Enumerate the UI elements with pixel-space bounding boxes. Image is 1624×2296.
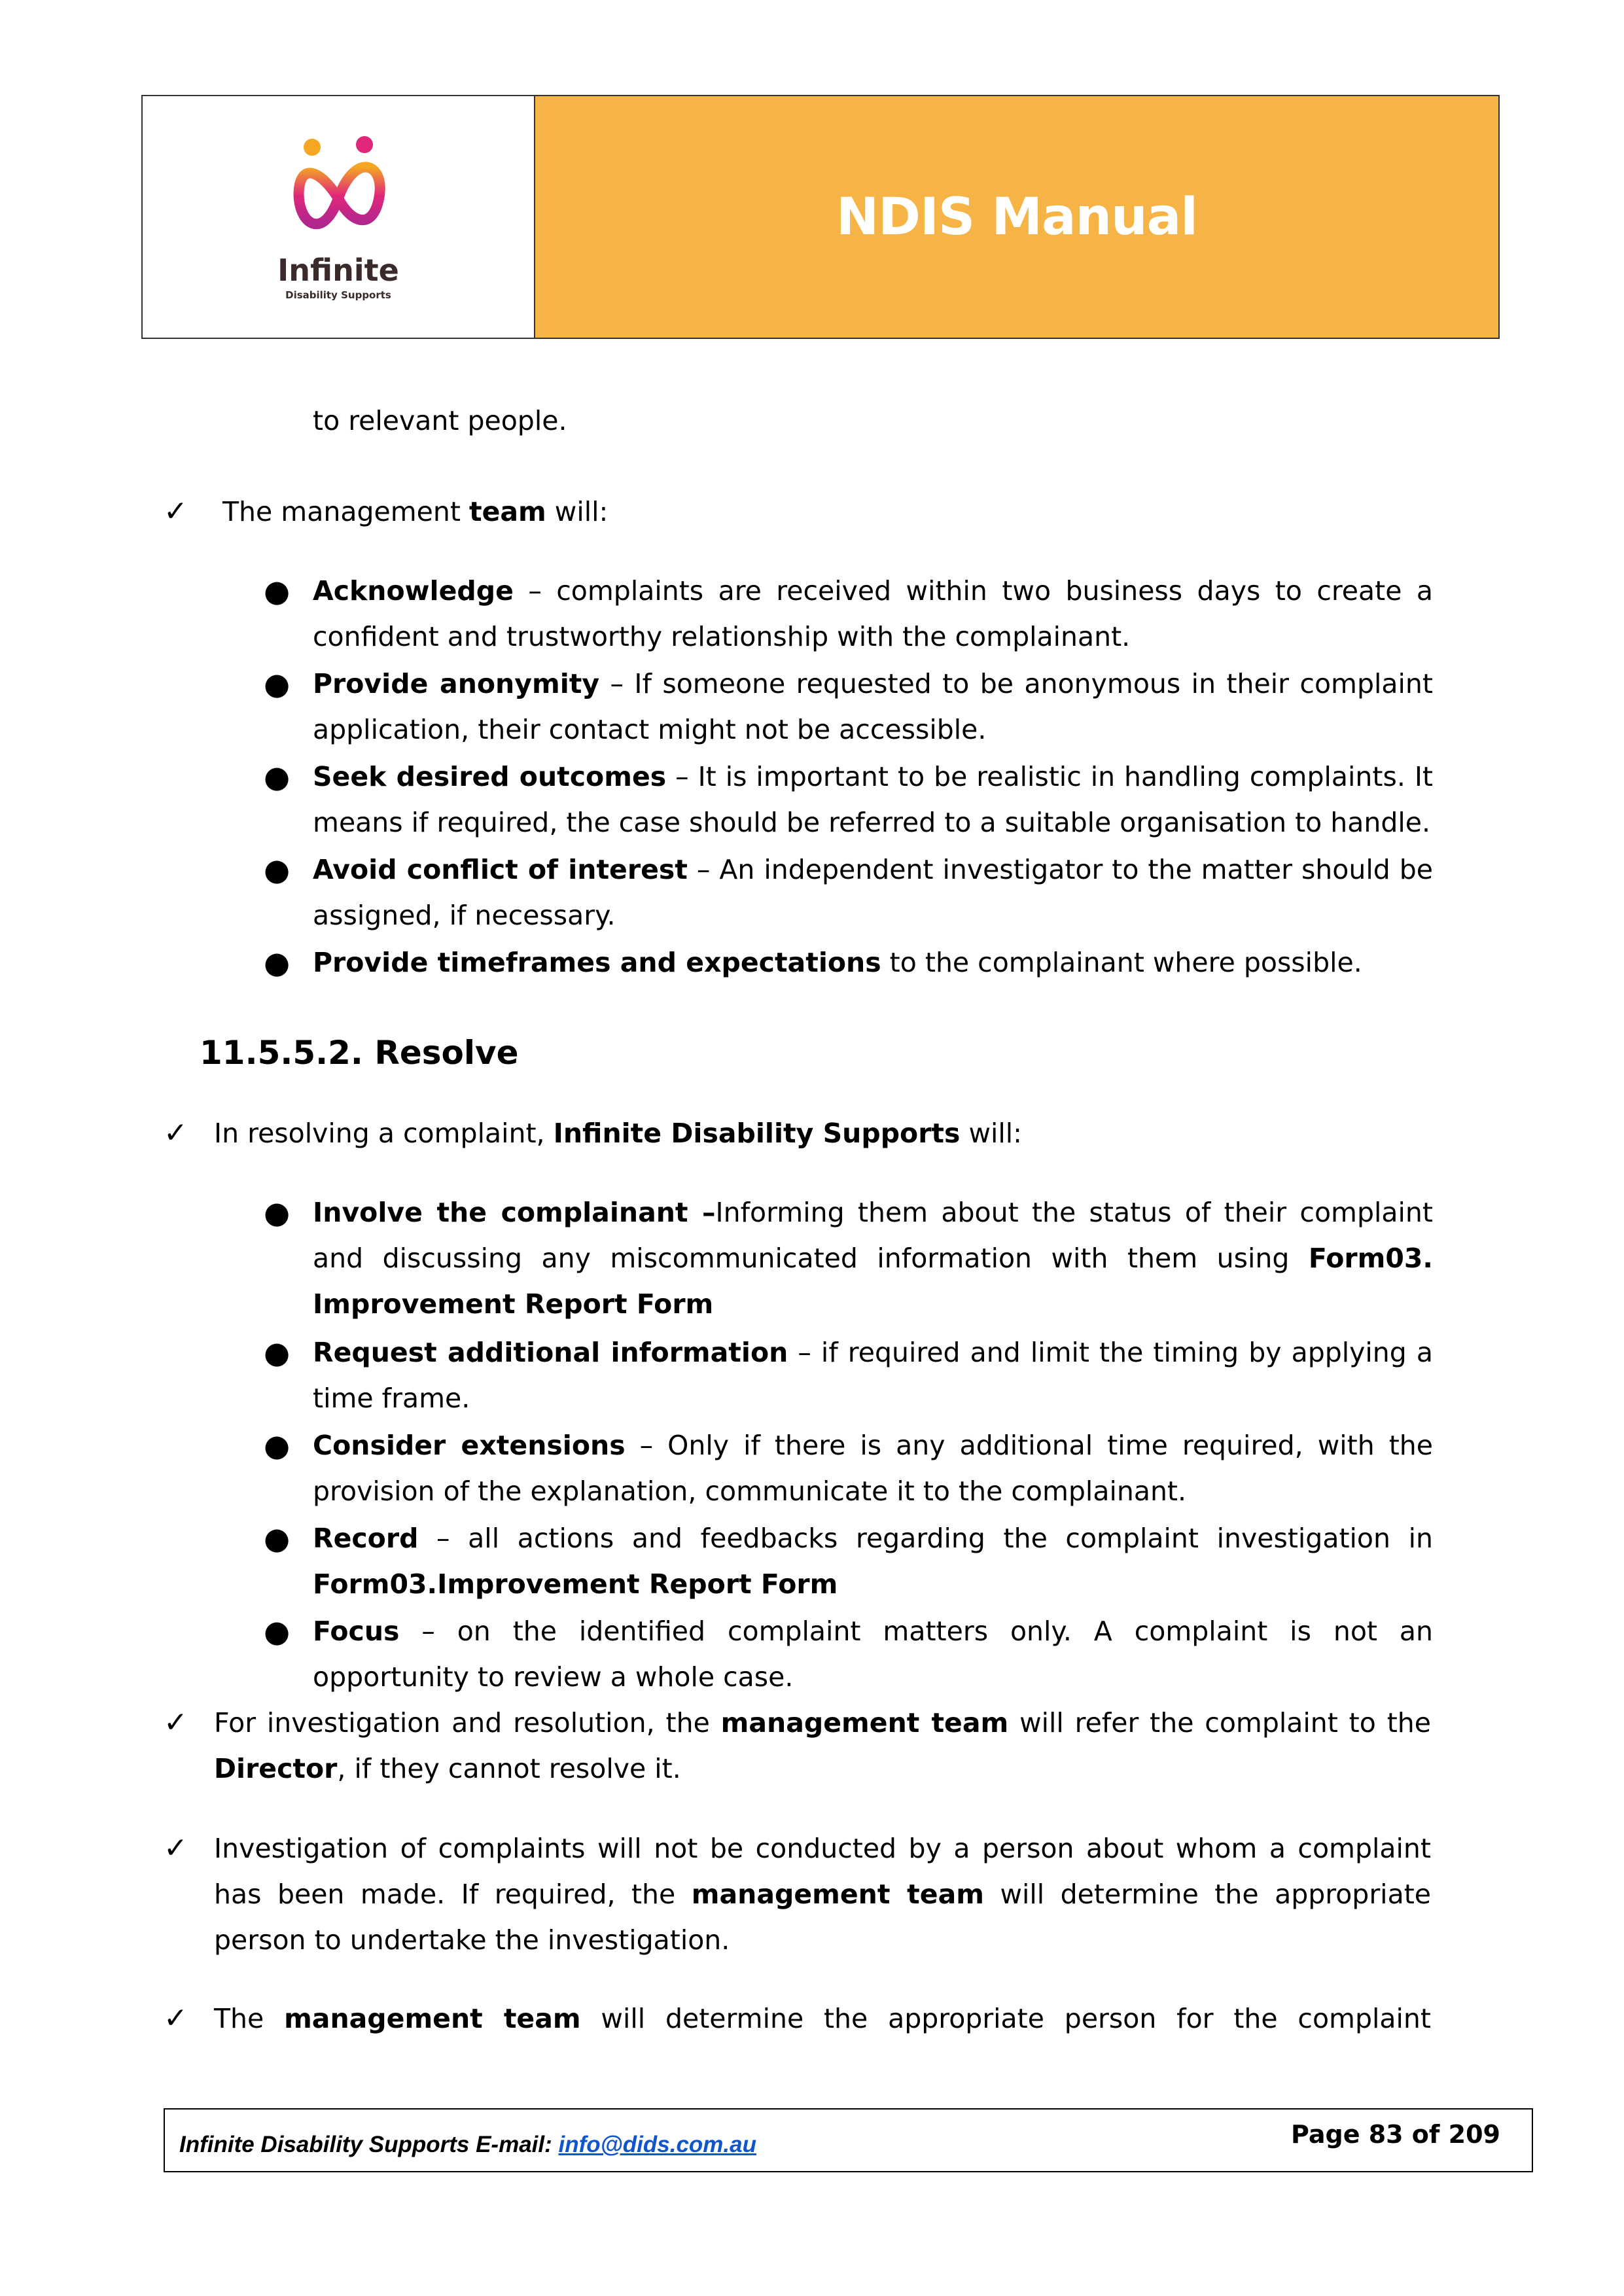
list-item <box>313 1330 1433 1421</box>
item-text: – on the identified complaint matters only. A complaint is not an opportunity to review a whole case. <box>313 1616 1433 1693</box>
statement-text: The <box>214 2003 285 2034</box>
determine-statement <box>214 1996 1431 2041</box>
bullet-icon: ● <box>264 666 291 701</box>
statement-text: For investigation and resolution, the <box>214 1707 721 1739</box>
statement-text: , if they cannot resolve it. <box>337 1753 681 1784</box>
document-title: NDIS Manual <box>836 187 1198 247</box>
checkmark-icon: ✓ <box>164 2002 188 2035</box>
item-term: Seek desired outcomes <box>313 761 667 792</box>
refer-statement <box>214 1700 1431 1792</box>
logo-word: Infinite <box>277 253 399 288</box>
list-item <box>313 1422 1433 1514</box>
intro-text: In resolving a complaint, <box>214 1118 554 1149</box>
page-number: Page 83 of 209 <box>1291 2120 1500 2149</box>
bullet-icon: ● <box>264 852 291 887</box>
bullet-icon: ● <box>264 1195 291 1230</box>
statement-text: will determine the appropriate person for the complaint <box>580 2003 1431 2034</box>
item-text: – complaints are received within two business days to create a confident and trustworthy relationship with the complainant. <box>313 575 1433 652</box>
statement-bold: management team <box>691 1879 984 1910</box>
item-text: – all actions and feedbacks regarding the complaint investigation in <box>418 1523 1433 1554</box>
section-heading: 11.5.5.2. Resolve <box>200 1034 519 1072</box>
statement-bold: management team <box>720 1707 1009 1739</box>
logo-subtitle: Disability Supports <box>285 289 391 301</box>
bullet-icon: ● <box>264 759 291 794</box>
infinity-logo-icon <box>276 133 400 254</box>
item-term: Record <box>313 1523 419 1554</box>
company-logo <box>276 133 400 301</box>
title-banner <box>535 96 1498 338</box>
intro-bold: team <box>468 496 546 527</box>
bullet-icon: ● <box>264 1614 291 1649</box>
intro-text-end: will: <box>960 1118 1022 1149</box>
item-text: – if required and limit the timing by applying a time frame. <box>313 1337 1433 1414</box>
resolve-intro <box>214 1110 1431 1156</box>
bullet-icon: ● <box>264 573 291 609</box>
statement-bold: Director <box>214 1753 338 1784</box>
continuation-text: to relevant people. <box>313 405 567 436</box>
checkmark-icon: ✓ <box>164 1706 188 1739</box>
list-item <box>313 568 1433 660</box>
item-term: Provide timeframes and expectations <box>313 947 881 978</box>
item-term: Consider extensions <box>313 1430 626 1461</box>
intro-text-end: will: <box>546 496 609 527</box>
list-item <box>313 661 1433 752</box>
item-text: – Only if there is any additional time required, with the provision of the explanation, communicate it to the complainant. <box>313 1430 1433 1507</box>
logo-cell <box>143 96 535 338</box>
list-item <box>313 940 1433 985</box>
list-item <box>313 847 1433 938</box>
item-term: Request additional information <box>313 1337 788 1368</box>
footer-contact <box>179 2132 756 2158</box>
item-text: – If someone requested to be anonymous in their complaint application, their contact might not be accessible. <box>313 668 1433 745</box>
item-form-ref: Form03.Improvement Report Form <box>313 1568 838 1600</box>
footer-label: Infinite Disability Supports E-mail: <box>179 2132 559 2157</box>
bullet-icon: ● <box>264 1428 291 1463</box>
item-text: – An independent investigator to the matter should be assigned, if necessary. <box>313 854 1433 931</box>
intro-text: The management <box>222 496 469 527</box>
bullet-icon: ● <box>264 1521 291 1556</box>
item-term: Involve the complainant – <box>313 1197 716 1228</box>
item-text: – It is important to be realistic in handling complaints. It means if required, the case should be referred to a suitable organisation to handle. <box>313 761 1433 838</box>
item-text: to the complainant where possible. <box>881 947 1362 978</box>
statement-bold: management team <box>284 2003 581 2034</box>
bullet-icon: ● <box>264 945 291 980</box>
item-term: Provide anonymity <box>313 668 600 699</box>
list-item <box>313 1608 1433 1700</box>
item-form-ref: Form03. Improvement Report Form <box>313 1243 1433 1320</box>
item-term: Focus <box>313 1616 400 1647</box>
email-link[interactable]: info@dids.com.au <box>558 2132 756 2157</box>
checkmark-icon: ✓ <box>164 1116 188 1150</box>
item-term: Avoid conflict of interest <box>313 854 688 885</box>
statement-text: will determine the appropriate person to undertake the investigation. <box>214 1879 1432 1956</box>
checkmark-icon: ✓ <box>164 1831 188 1865</box>
list-item <box>313 754 1433 845</box>
item-term: Acknowledge <box>313 575 514 607</box>
bullet-icon: ● <box>264 1335 291 1370</box>
list-item <box>313 1515 1433 1607</box>
statement-text: Investigation of complaints will not be conducted by a person about whom a complaint has been made. If required, the <box>214 1833 1431 1910</box>
checkmark-icon: ✓ <box>164 495 188 528</box>
item-text: Informing them about the status of their complaint and discussing any miscommunicated information with them using <box>313 1197 1433 1274</box>
page-header <box>141 95 1500 339</box>
investigation-statement <box>214 1826 1431 1963</box>
intro-bold: Infinite Disability Supports <box>553 1118 961 1149</box>
list-item <box>313 1190 1433 1327</box>
management-intro <box>222 489 1433 535</box>
statement-text: will refer the complaint to the <box>1008 1707 1431 1739</box>
page-footer <box>164 2108 1533 2172</box>
